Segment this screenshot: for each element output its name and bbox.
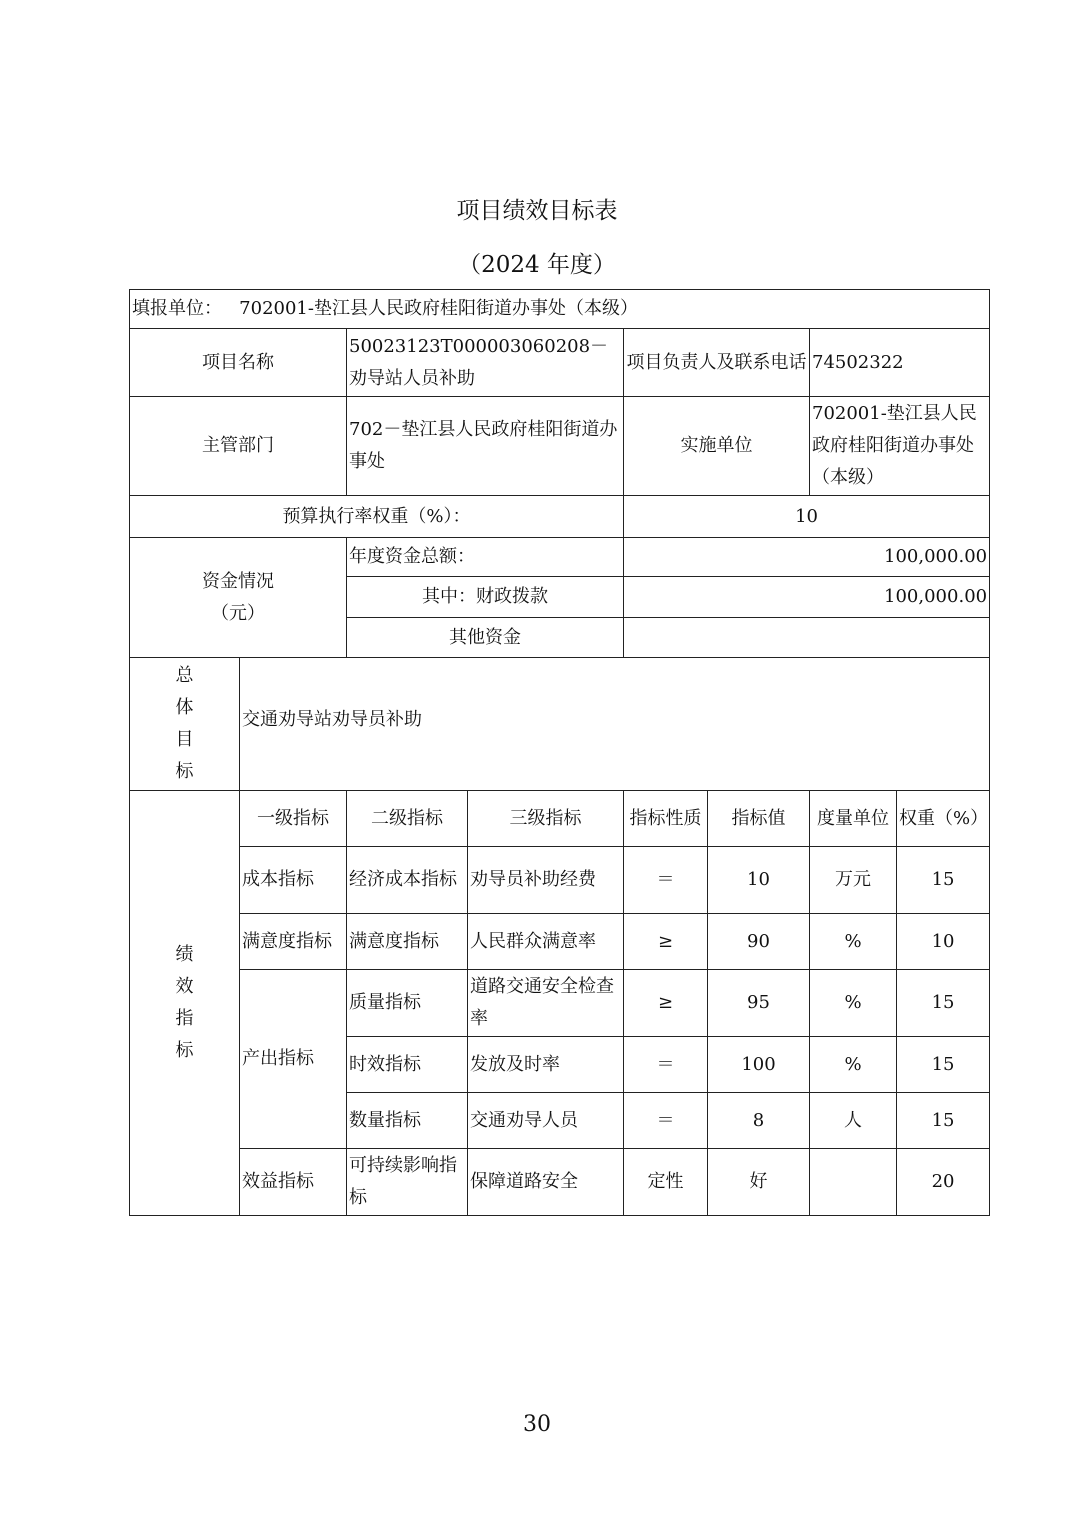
row-unit [810,1149,897,1216]
funds-fiscal-label: 其中：财政拨款 [347,577,624,618]
row-value: 95 [708,970,810,1037]
budget-weight-value: 10 [624,496,990,538]
row-level2: 质量指标 [347,970,468,1037]
row-level1: 效益指标 [240,1149,347,1216]
goal-label-char: 总 [175,665,194,686]
row-level2: 经济成本指标 [347,847,468,914]
row-level2: 数量指标 [347,1093,468,1149]
row-weight: 10 [897,914,990,970]
perf-label-char: 绩 [175,944,194,965]
row-value: 100 [708,1037,810,1093]
header-unit: 度量单位 [810,791,897,847]
row-value: 8 [708,1093,810,1149]
contact-value: 74502322 [810,329,990,397]
table-row [130,847,990,914]
goal-label-char: 体 [175,697,194,718]
page-number: 30 [523,1412,551,1437]
row-level2: 可持续影响指标 [347,1149,468,1216]
row-unit: % [810,914,897,970]
goal-value [240,658,990,791]
perf-label-char: 指 [175,1008,194,1029]
header-level1: 一级指标 [240,791,347,847]
row-value: 90 [708,914,810,970]
contact-label: 项目负责人及联系电话 [624,329,810,397]
funds-label [130,538,347,658]
header-level3: 三级指标 [468,791,624,847]
row-level1: 产出指标 [240,970,347,1149]
header-weight: 权重（%） [897,791,990,847]
table-row [130,1149,990,1216]
row-level3: 劝导员补助经费 [468,847,624,914]
row-level1: 满意度指标 [240,914,347,970]
header-row [130,791,990,847]
row-value: 10 [708,847,810,914]
filler-value: 702001-垫江县人民政府桂阳街道办事处（本级） [239,298,638,319]
row-level2: 满意度指标 [347,914,468,970]
funds-label-line1: 资金情况 [202,570,274,592]
row-nature: ≥ [624,914,708,970]
page-title: 项目绩效目标表 [456,198,618,224]
filler-label: 填报单位： [132,298,222,319]
impl-value: 702001-垫江县人民政府桂阳街道办事处（本级） [810,397,990,496]
goal-row [130,658,990,791]
row-level3: 交通劝导人员 [468,1093,624,1149]
row-unit: % [810,970,897,1037]
funds-label-line2: （元） [211,602,265,624]
row-level3: 人民群众满意率 [468,914,624,970]
row-level1: 成本指标 [240,847,347,914]
header-level2: 二级指标 [347,791,468,847]
goal-label [130,658,240,791]
budget-weight-row [130,496,990,538]
goal-label-char: 标 [175,761,194,782]
row-nature: 定性 [624,1149,708,1216]
header-nature: 指标性质 [624,791,708,847]
row-nature: ＝ [624,1037,708,1093]
filler-row [130,290,990,329]
row-weight: 15 [897,970,990,1037]
funds-total-value: 100,000.00 [624,538,990,577]
project-name-label: 项目名称 [130,329,347,397]
dept-row [130,397,990,496]
impl-label: 实施单位 [624,397,810,496]
row-unit: % [810,1037,897,1093]
funds-other-value [624,618,990,658]
perf-label-char: 标 [175,1040,194,1061]
table-row [130,970,990,1037]
header-value: 指标值 [708,791,810,847]
goal-value-text: 交通劝导站劝导员补助 [242,709,422,730]
goal-label-char: 目 [175,729,194,750]
row-weight: 15 [897,1037,990,1093]
project-name-value: 50023123T000003060208－劝导站人员补助 [347,329,624,397]
row-nature: ＝ [624,847,708,914]
funds-other-label: 其他资金 [347,618,624,658]
row-weight: 20 [897,1149,990,1216]
row-level3: 发放及时率 [468,1037,624,1093]
row-nature: ≥ [624,970,708,1037]
funds-total-label: 年度资金总额： [347,538,624,577]
table-row [130,914,990,970]
row-level2: 时效指标 [347,1037,468,1093]
row-weight: 15 [897,1093,990,1149]
row-level3: 道路交通安全检查率 [468,970,624,1037]
row-nature: ＝ [624,1093,708,1149]
dept-label: 主管部门 [130,397,347,496]
row-unit: 人 [810,1093,897,1149]
budget-weight-label: 预算执行率权重（%）： [130,496,624,538]
perf-label-char: 效 [175,976,194,997]
funds-total-row [130,538,990,577]
dept-value: 702－垫江县人民政府桂阳街道办事处 [347,397,624,496]
row-value: 好 [708,1149,810,1216]
row-unit: 万元 [810,847,897,914]
funds-fiscal-value: 100,000.00 [624,577,990,618]
row-level3: 保障道路安全 [468,1149,624,1216]
row-weight: 15 [897,847,990,914]
page-subtitle: （2024 年度） [458,252,616,278]
project-name-row [130,329,990,397]
perf-label [130,791,240,1216]
filler-cell [130,290,990,329]
performance-table [129,289,990,1216]
